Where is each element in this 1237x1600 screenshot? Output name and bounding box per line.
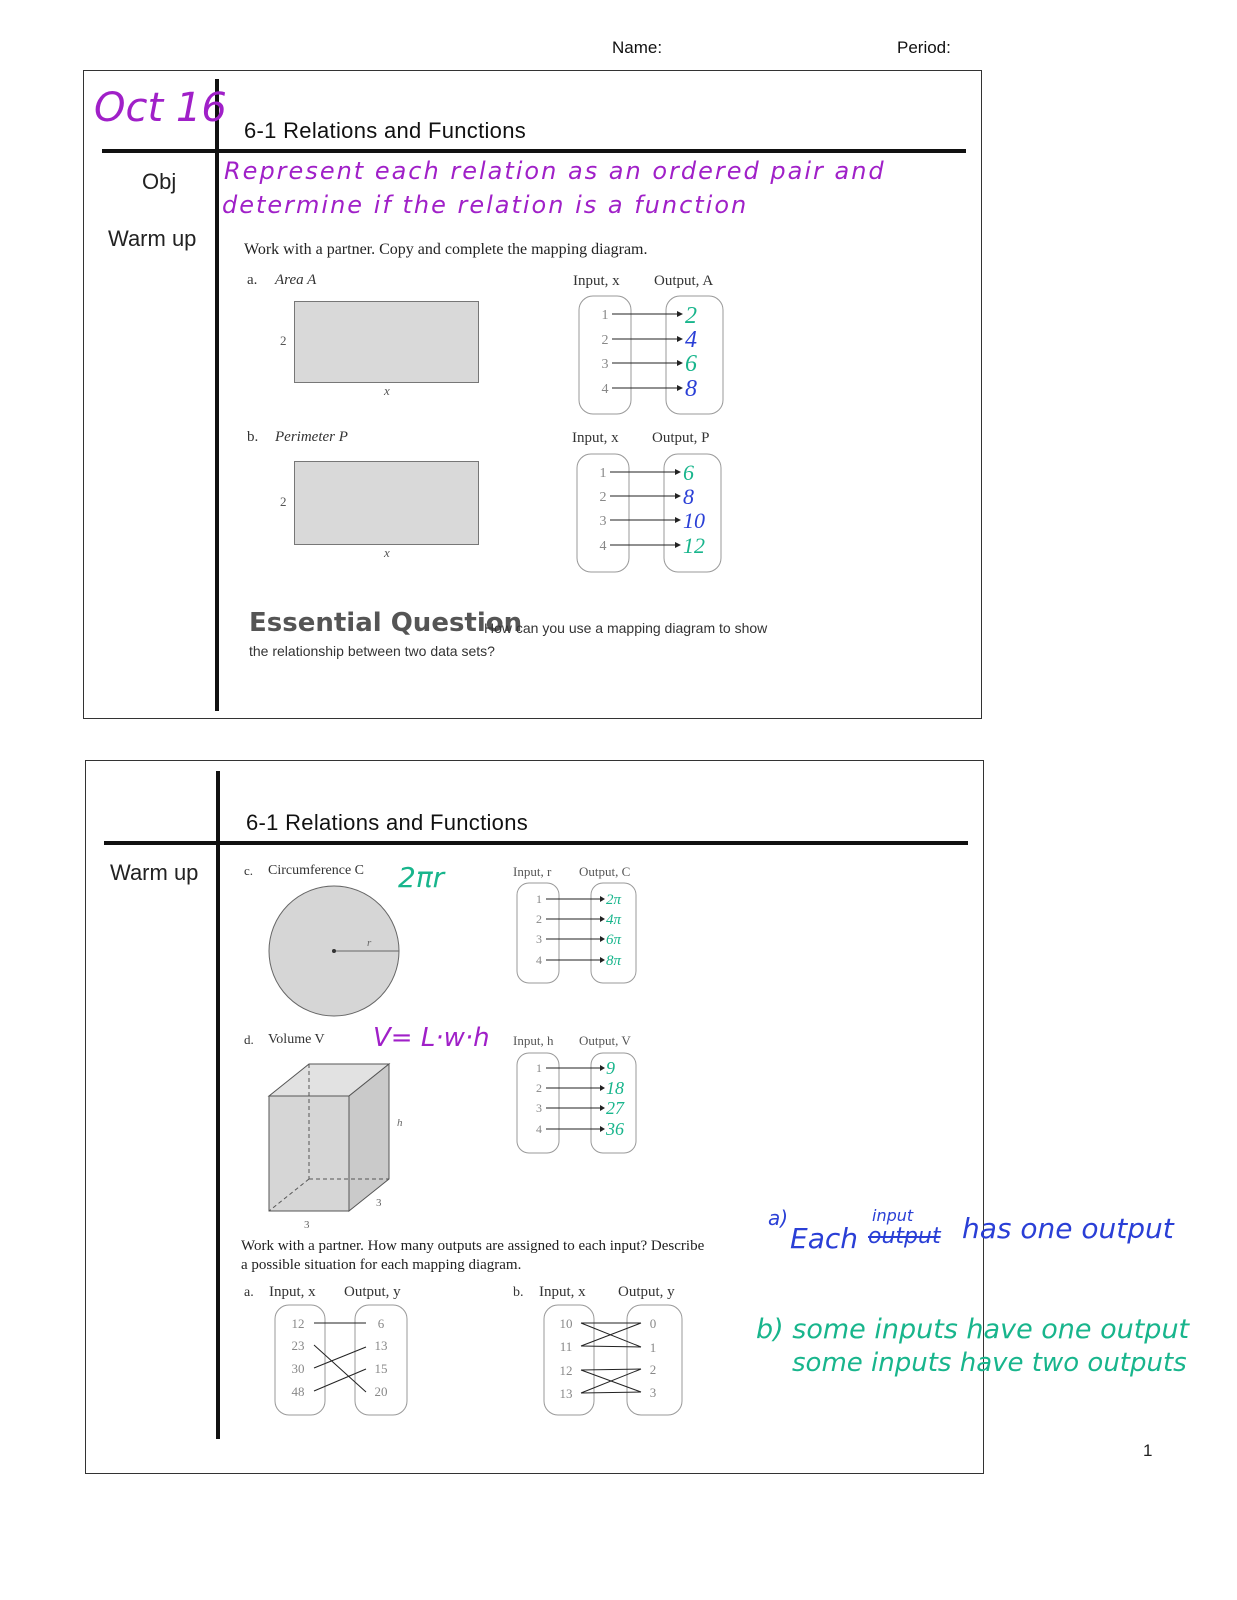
circ-input-value: 2 [536,912,542,926]
circ-arrowhead [600,936,605,942]
perimeter-arrowhead [675,517,681,523]
perimeter-arrowhead [675,469,681,475]
diagram-b-input-value: 10 [559,1316,573,1331]
partner-instruction-2: a possible situation for each mapping diagram. [241,1257,522,1273]
diagram-b-arrow [581,1369,641,1370]
warmup-instruction: Work with a partner. Copy and complete the mapping diagram. [244,241,648,258]
essential-question-text-2: the relationship between two data sets? [249,643,495,659]
prism-width-label: 3 [376,1197,382,1209]
diagram-a-input-header: Input, x [269,1284,316,1300]
diagram-b-output-value: 2 [649,1362,657,1377]
vol-output-value: 27 [606,1098,624,1118]
circ-arrowhead [600,957,605,963]
answer-b-line-1: b) some inputs have one output [756,1314,1190,1345]
perimeter-output-value: 6 [683,460,694,485]
side-label-warmup-2: Warm up [110,860,199,885]
diagram-b-output-value: 0 [649,1316,657,1331]
volume-formula-note: V= L·w·h [373,1023,490,1053]
area-side-label: 2 [280,333,287,348]
circ-input-value: 3 [536,932,542,946]
circ-output-value: 8π [606,953,622,969]
circumference-formula-note: 2πr [398,861,445,894]
circ-input-value: 4 [536,953,542,967]
area-input-value: 2 [601,333,609,348]
perimeter-input-value: 2 [599,490,607,505]
perimeter-mapping-diagram [572,451,732,576]
vol-arrowhead [600,1105,605,1111]
diagram-b-mapping [541,1303,686,1418]
vol-arrowhead [600,1065,605,1071]
diagram-a-label: a. [244,1285,254,1300]
diagram-b-output-value: 1 [649,1340,657,1355]
answer-b-line-2: some inputs have two outputs [792,1348,1187,1378]
vol-output-header: Output, V [579,1033,631,1048]
answer-a-rest: has one output [962,1212,1174,1245]
perimeter-output-value: 12 [683,533,705,558]
diagram-b-input-value: 11 [559,1339,573,1354]
partner-instruction-1: Work with a partner. How many outputs are assigned to each input? Describe [241,1238,705,1254]
area-input-value: 4 [601,382,609,397]
diagram-b-arrow [581,1392,641,1393]
circle-radius-label: r [367,937,372,949]
circle-figure [264,883,404,1023]
perimeter-output-value: 8 [683,484,694,509]
circ-arrowhead [600,896,605,902]
circ-arrowhead [600,916,605,922]
date-note: Oct 16 [94,85,227,131]
name-label: Name: [612,38,663,57]
diagram-a-arrow [314,1347,366,1368]
part-c-label: c. [244,863,254,878]
diagram-b-input-value: 13 [559,1386,573,1401]
area-bottom-label: x [384,383,390,398]
slide-1-divider-vertical [215,79,219,711]
area-arrowhead [677,385,683,391]
circ-output-value: 6π [606,932,622,948]
circ-mapping-diagram [514,881,644,986]
diagram-a-input-value: 30 [291,1361,305,1376]
page-number: 1 [1143,1441,1153,1460]
perimeter-bottom-label: x [384,545,390,560]
diagram-b-output-header: Output, y [618,1284,675,1300]
area-mapping-diagram [574,293,734,418]
area-input-value: 3 [601,357,609,372]
circ-input-value: 1 [536,892,542,906]
diagram-a-mapping [272,1303,412,1418]
answer-a-each: Each [790,1222,858,1255]
perimeter-arrowhead [675,493,681,499]
area-rectangle [294,301,479,383]
essential-question-text-1: How can you use a mapping diagram to show [484,620,768,636]
answer-a-struck: output [868,1224,941,1249]
part-d-name: Volume V [268,1032,325,1047]
slide-2-title: 6-1 Relations and Functions [246,810,529,835]
perimeter-input-header: Input, x [572,430,619,446]
slide-2-divider-horizontal [104,841,968,845]
vol-output-value: 18 [606,1078,624,1098]
part-d-label: d. [244,1032,254,1047]
circ-output-value: 4π [606,912,622,928]
side-label-obj: Obj [142,169,177,194]
vol-output-value: 36 [606,1119,624,1139]
part-b-label: b. [247,429,259,445]
vol-mapping-diagram [514,1051,644,1156]
vol-output-value: 9 [606,1058,615,1078]
slide-1 [83,70,982,719]
area-arrowhead [677,311,683,317]
part-a-name: Area A [275,272,317,288]
diagram-a-arrow [314,1369,366,1391]
circ-input-header: Input, r [513,864,552,879]
diagram-a-input-value: 23 [291,1338,305,1353]
diagram-b-input-value: 12 [559,1363,573,1378]
diagram-a-output-value: 6 [377,1316,385,1331]
vol-input-header: Input, h [513,1033,554,1048]
diagram-a-output-header: Output, y [344,1284,401,1300]
answer-a-prefix: a) [768,1206,789,1230]
area-input-value: 1 [601,308,609,323]
area-output-value: 8 [685,376,697,402]
perimeter-output-value: 10 [683,508,705,533]
diagram-a-output-value: 20 [374,1384,388,1399]
perimeter-input-value: 4 [599,539,607,554]
perimeter-rectangle [294,461,479,545]
answer-a-inserted: input [872,1206,914,1225]
diagram-a-input-value: 12 [291,1316,305,1331]
vol-arrowhead [600,1126,605,1132]
slide-1-divider-horizontal [102,149,966,153]
diagram-b-label: b. [513,1285,524,1300]
vol-input-value: 2 [536,1081,542,1095]
area-output-value: 4 [685,327,697,353]
part-b-name: Perimeter P [275,429,348,445]
diagram-b-input-header: Input, x [539,1284,586,1300]
circ-output-value: 2π [606,892,622,908]
part-c-name: Circumference C [268,863,365,878]
perimeter-output-header: Output, P [652,430,710,446]
essential-question-title: Essential Question [249,608,523,638]
vol-input-value: 1 [536,1061,542,1075]
slide-2-divider-vertical [216,771,220,1439]
area-output-header: Output, A [654,273,714,289]
diagram-b-output-value: 3 [649,1385,657,1400]
side-label-warmup: Warm up [108,226,197,251]
area-output-value: 2 [685,303,697,329]
prism-figure [264,1056,404,1236]
diagram-a-output-value: 13 [374,1338,388,1353]
part-a-label: a. [247,272,258,288]
diagram-a-output-value: 15 [374,1361,388,1376]
circ-output-header: Output, C [579,864,631,879]
diagram-a-input-value: 48 [291,1384,305,1399]
area-output-value: 6 [685,351,697,377]
area-arrowhead [677,336,683,342]
vol-arrowhead [600,1085,605,1091]
area-input-header: Input, x [573,273,620,289]
prism-length-label: 3 [304,1219,310,1231]
diagram-a-arrow [314,1345,366,1392]
vol-input-value: 4 [536,1122,542,1136]
prism-height-label: h [397,1117,403,1129]
perimeter-input-value: 1 [599,466,607,481]
objective-line-1: Represent each relation as an ordered pair and [224,157,886,185]
perimeter-input-value: 3 [599,514,607,529]
objective-line-2: determine if the relation is a function [222,191,749,219]
perimeter-side-label: 2 [280,494,287,509]
diagram-b-arrow [581,1369,641,1393]
period-label: Period: [897,38,951,57]
diagram-b-arrow [581,1346,641,1347]
perimeter-arrowhead [675,542,681,548]
area-arrowhead [677,360,683,366]
circle-center [332,949,336,953]
slide-1-title: 6-1 Relations and Functions [244,118,527,143]
vol-input-value: 3 [536,1101,542,1115]
